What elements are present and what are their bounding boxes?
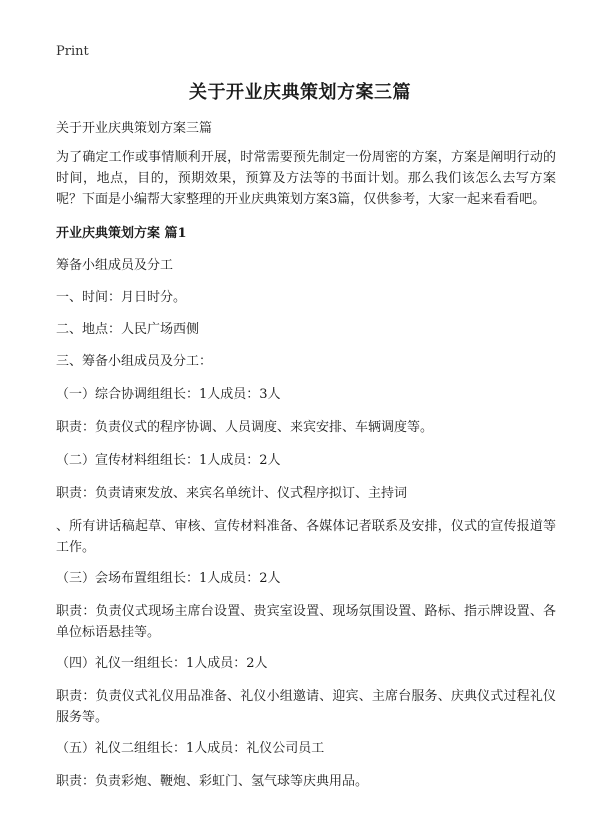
intro-paragraph: 为了确定工作或事情顺利开展，时常需要预先制定一份周密的方案，方案是阐明行动的时间，地点，目的，预期效果，预算及方法等的书面计划。那么我们该怎么去写方案呢？下面是小编帮大家整理的开业庆典策划方案3篇，仅供参考，大家一起来看看吧。	[56, 150, 556, 207]
paragraph: 筹备小组成员及分工	[56, 258, 174, 273]
paragraph: 一、时间：月日时分。	[56, 290, 187, 305]
paragraph: 职责：负责仪式的程序协调、人员调度、来宾安排、车辆调度等。	[56, 420, 434, 435]
paragraph: （四）礼仪一组组长：1人成员：2人	[56, 656, 268, 671]
section-heading: 开业庆典策划方案 篇1	[56, 226, 187, 241]
paragraph: （二）宣传材料组组长：1人成员：2人	[56, 453, 281, 468]
document-body	[56, 118, 556, 792]
paragraph: 二、地点：人民广场西侧	[56, 322, 200, 337]
paragraph: 职责：负责仪式礼仪用品准备、礼仪小组邀请、迎宾、主席台服务、庆典仪式过程礼仪服务等。	[56, 689, 556, 725]
paragraph: 、所有讲话稿起草、审核、宣传材料准备、各媒体记者联系及安排，仪式的宣传报道等工作。	[56, 519, 556, 555]
page-title: 关于开业庆典策划方案三篇	[189, 82, 411, 103]
paragraph: 职责：负责仪式现场主席台设置、贵宾室设置、现场氛围设置、路标、指示牌设置、各单位标语悬挂等。	[56, 604, 556, 640]
paragraph: 职责：负责彩炮、鞭炮、彩虹门、氢气球等庆典用品。	[56, 774, 369, 789]
print-link[interactable]: Print	[56, 44, 89, 59]
paragraph: （三）会场布置组组长：1人成员：2人	[56, 571, 281, 586]
paragraph: （一）综合协调组组长：1人成员：3人	[56, 387, 281, 402]
paragraph: 职责：负责请柬发放、来宾名单统计、仪式程序拟订、主持词	[56, 486, 408, 501]
subtitle: 关于开业庆典策划方案三篇	[56, 121, 213, 136]
paragraph: （五）礼仪二组组长：1人成员：礼仪公司员工	[56, 741, 325, 756]
paragraph: 三、筹备小组成员及分工：	[56, 354, 213, 369]
